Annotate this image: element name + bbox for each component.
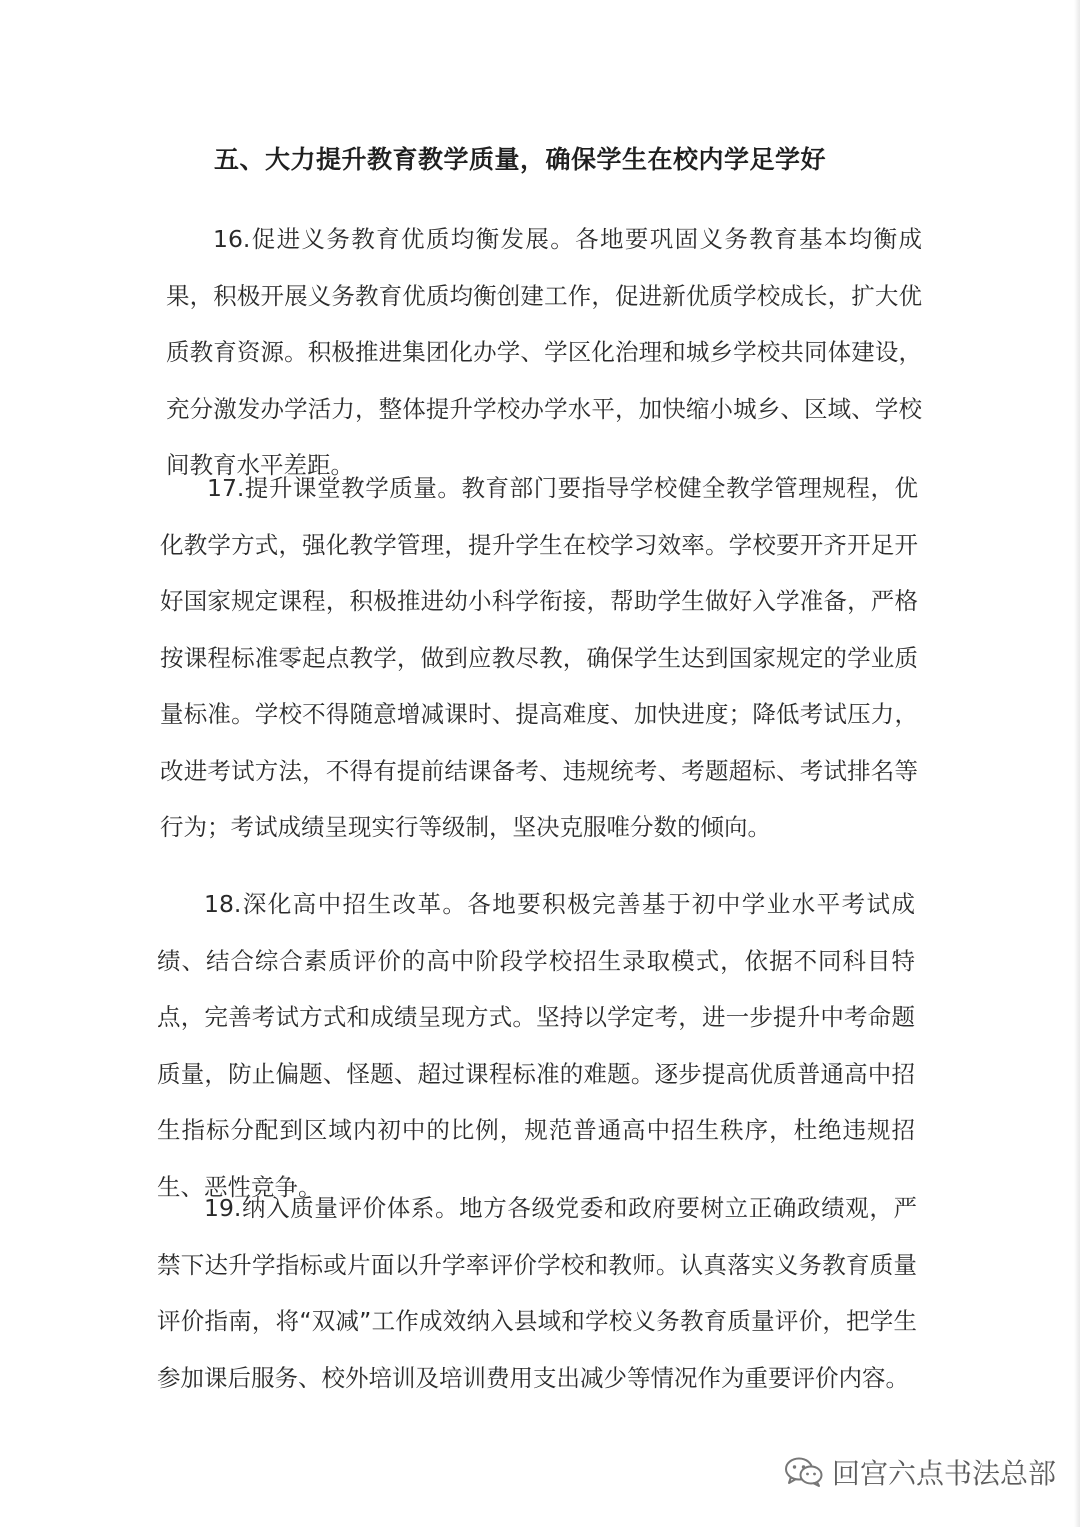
paragraph-19: 19.纳入质量评价体系。地方各级党委和政府要树立正确政绩观，严禁下达升学指标或片面以升学率评价学校和教师。认真落实义务教育质量评价指南，将“双减”工作成效纳入县域和学校义务教育质量评价，把学生参加课后服务、校外培训及培训费用支出减少等情况作为重要评价内容。 <box>157 1194 917 1392</box>
page-edge-shadow <box>1074 0 1080 1527</box>
watermark <box>784 1452 1056 1492</box>
wechat-icon <box>784 1456 824 1488</box>
section-heading: 五、大力提升教育教学质量，确保学生在校内学足学好 <box>214 145 827 174</box>
paragraph-16: 16.促进义务教育优质均衡发展。各地要巩固义务教育基本均衡成果，积极开展义务教育优质均衡创建工作，促进新优质学校成长，扩大优质教育资源。积极推进集团化办学、学区化治理和城乡学校共同体建设，充分激发办学活力，整体提升学校办学水平，加快缩小城乡、区域、学校间教育水平差距。 <box>166 225 922 479</box>
watermark-text: 回宫六点书法总部 <box>832 1457 1057 1490</box>
paragraph-18: 18.深化高中招生改革。各地要积极完善基于初中学业水平考试成绩、结合综合素质评价的高中阶段学校招生录取模式，依据不同科目特点，完善考试方式和成绩呈现方式。坚持以学定考，进一步提升中考命题质量，防止偏题、怪题、超过课程标准的难题。逐步提高优质普通高中招生指标分配到区域内初中的比例，规范普通高中招生秩序，杜绝违规招生、恶性竞争。 <box>157 890 915 1201</box>
paragraph-17: 17.提升课堂教学质量。教育部门要指导学校健全教学管理规程，优化教学方式，强化教学管理，提升学生在校学习效率。学校要开齐开足开好国家规定课程，积极推进幼小科学衔接，帮助学生做好入学准备，严格按课程标准零起点教学，做到应教尽教，确保学生达到国家规定的学业质量标准。学校不得随意增减课时、提高难度、加快进度；降低考试压力，改进考试方法，不得有提前结课备考、违规统考、考题超标、考试排名等行为；考试成绩呈现实行等级制，坚决克服唯分数的倾向。 <box>160 474 918 841</box>
